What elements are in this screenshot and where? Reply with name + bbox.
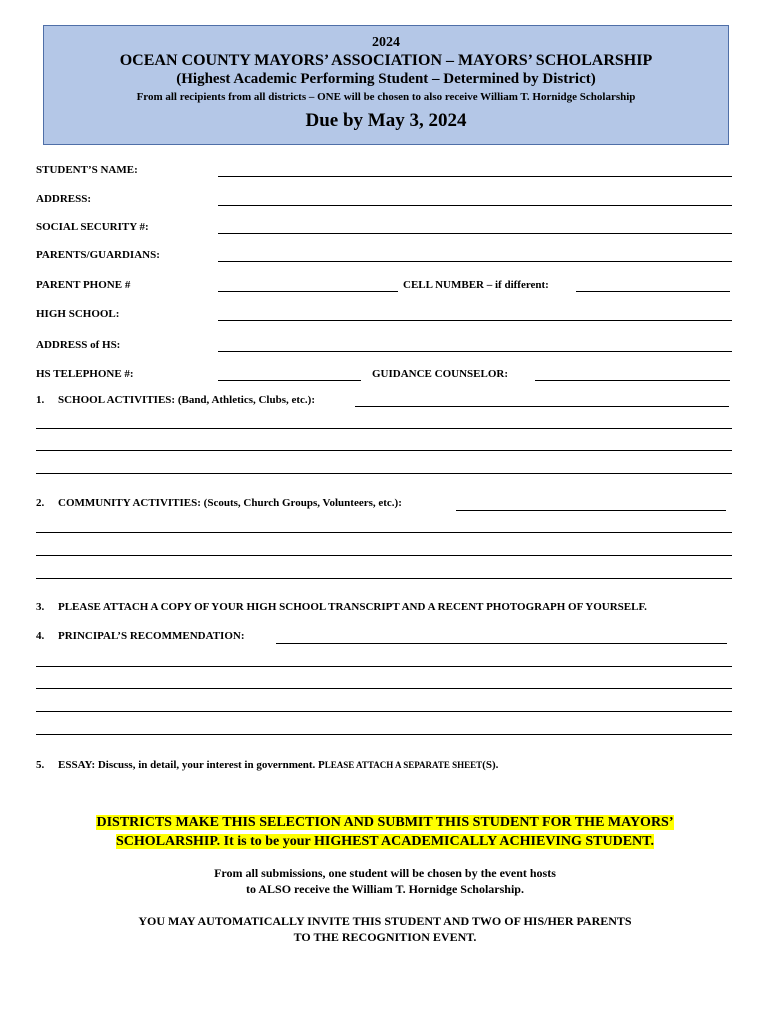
address-label: ADDRESS: bbox=[36, 193, 92, 205]
invite-notice-line1: YOU MAY AUTOMATICALLY INVITE THIS STUDENT AND TWO OF HIS/HER PARENTS bbox=[138, 914, 632, 928]
item-number: 1. bbox=[36, 394, 45, 406]
essay-attach-note: LEASE ATTACH A SEPARATE SHEET bbox=[324, 760, 483, 770]
student-name-field[interactable] bbox=[218, 176, 732, 177]
cell-number-label: CELL NUMBER – if different: bbox=[403, 279, 549, 291]
header-subtitle: (Highest Academic Performing Student – Determined by District) bbox=[176, 71, 596, 87]
school-activities-label: SCHOOL ACTIVITIES: (Band, Athletics, Clubs, etc.): bbox=[58, 394, 316, 406]
parent-phone-field[interactable] bbox=[218, 291, 398, 292]
principal-recommendation-field[interactable] bbox=[276, 643, 727, 644]
invite-notice-line2: TO THE RECOGNITION EVENT. bbox=[293, 930, 477, 944]
attach-transcript-item bbox=[36, 601, 647, 613]
item-number: 2. bbox=[36, 497, 45, 509]
header-title: OCEAN COUNTY MAYORS’ ASSOCIATION – MAYORS’ SCHOLARSHIP bbox=[119, 52, 653, 69]
principal-recommendation-line[interactable] bbox=[36, 666, 732, 667]
cell-number-field[interactable] bbox=[576, 291, 730, 292]
hs-telephone-field[interactable] bbox=[218, 380, 361, 381]
item-number: 3. bbox=[36, 601, 45, 613]
header-note: From all recipients from all districts – ONE will be chosen to also receive William T. Hornidge Scholarship bbox=[136, 91, 636, 103]
community-activities-line[interactable] bbox=[36, 578, 732, 579]
hs-telephone-label: HS TELEPHONE #: bbox=[36, 368, 134, 380]
essay-attach-tail: (S). bbox=[482, 759, 499, 771]
ssn-label: SOCIAL SECURITY #: bbox=[36, 221, 149, 233]
parents-field[interactable] bbox=[218, 261, 732, 262]
student-name-label: STUDENT’S NAME: bbox=[36, 164, 138, 176]
high-school-label: HIGH SCHOOL: bbox=[36, 308, 120, 320]
address-field[interactable] bbox=[218, 205, 732, 206]
principal-recommendation-line[interactable] bbox=[36, 711, 732, 712]
community-activities-label: COMMUNITY ACTIVITIES: (Scouts, Church Groups, Volunteers, etc.): bbox=[58, 497, 402, 509]
hs-address-field[interactable] bbox=[218, 351, 732, 352]
essay-item bbox=[36, 759, 498, 771]
guidance-counselor-label: GUIDANCE COUNSELOR: bbox=[372, 368, 508, 380]
principal-recommendation-item bbox=[36, 630, 245, 642]
school-activities-field[interactable] bbox=[355, 406, 729, 407]
essay-text: ESSAY: Discuss, in detail, your interest in government. P bbox=[58, 759, 325, 771]
districts-notice-line2: SCHOLARSHIP. It is to be your HIGHEST ACADEMICALLY ACHIEVING STUDENT. bbox=[116, 834, 654, 849]
community-activities-item bbox=[36, 497, 402, 509]
item-number: 5. bbox=[36, 759, 45, 771]
ssn-field[interactable] bbox=[218, 233, 732, 234]
hornidge-notice bbox=[0, 865, 770, 897]
due-date: Due by May 3, 2024 bbox=[305, 110, 467, 131]
invite-notice bbox=[0, 913, 770, 945]
districts-notice-line1: DISTRICTS MAKE THIS SELECTION AND SUBMIT THIS STUDENT FOR THE MAYORS’ bbox=[96, 815, 674, 830]
header-year: 2024 bbox=[372, 35, 400, 50]
guidance-counselor-field[interactable] bbox=[535, 380, 730, 381]
community-activities-line[interactable] bbox=[36, 555, 732, 556]
principal-recommendation-line[interactable] bbox=[36, 734, 732, 735]
parents-label: PARENTS/GUARDIANS: bbox=[36, 249, 160, 261]
principal-recommendation-line[interactable] bbox=[36, 688, 732, 689]
school-activities-item bbox=[36, 394, 315, 406]
parent-phone-label: PARENT PHONE # bbox=[36, 279, 131, 291]
school-activities-line[interactable] bbox=[36, 428, 732, 429]
school-activities-line[interactable] bbox=[36, 450, 732, 451]
attach-transcript-text: PLEASE ATTACH A COPY OF YOUR HIGH SCHOOL TRANSCRIPT AND A RECENT PHOTOGRAPH OF YOURSELF. bbox=[58, 601, 647, 613]
hornidge-notice-line1: From all submissions, one student will be chosen by the event hosts bbox=[214, 866, 556, 880]
principal-recommendation-label: PRINCIPAL’S RECOMMENDATION: bbox=[58, 630, 245, 642]
community-activities-field[interactable] bbox=[456, 510, 726, 511]
hornidge-notice-line2: to ALSO receive the William T. Hornidge Scholarship. bbox=[246, 882, 524, 896]
high-school-field[interactable] bbox=[218, 320, 732, 321]
school-activities-line[interactable] bbox=[36, 473, 732, 474]
hs-address-label: ADDRESS of HS: bbox=[36, 339, 121, 351]
districts-notice bbox=[0, 813, 770, 851]
item-number: 4. bbox=[36, 630, 45, 642]
header-box bbox=[43, 25, 729, 145]
community-activities-line[interactable] bbox=[36, 532, 732, 533]
